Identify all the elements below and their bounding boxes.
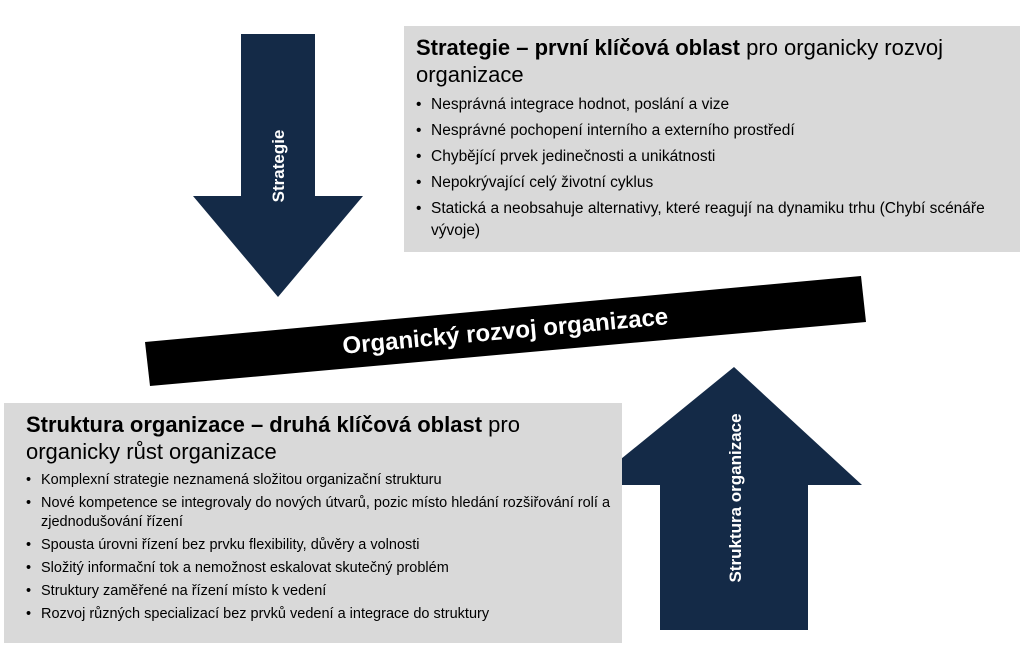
list-item: • Nesprávné pochopení interního a externího prostředí — [416, 120, 1008, 142]
list-item: • Nepokrývající celý životní cyklus — [416, 172, 1008, 194]
structure-info-box — [4, 403, 622, 643]
list-item: • Komplexní strategie neznamená složitou organizační strukturu — [26, 471, 610, 490]
list-item: • Nové kompetence se integrovaly do nových útvarů, pozic místo hledání rozšiřování rolí a zjednodušování řízení — [26, 494, 610, 532]
list-item: • Rozvoj různých specializací bez prvků vedení a integrace do struktury — [26, 605, 610, 624]
list-item: • Spousta úrovni řízení bez prvku flexibility, důvěry a volnosti — [26, 536, 610, 555]
structure-bullet-list — [26, 471, 610, 624]
list-item: • Statická a neobsahuje alternativy, které reagují na dynamiku trhu (Chybí scénáře vývoje) — [416, 198, 1008, 242]
strategy-box-title — [416, 34, 1008, 88]
strategy-box-title-rest: pro organicky rozvoj organizace — [416, 35, 943, 87]
strategy-arrow-label: Strategie — [269, 129, 288, 203]
list-item: • Chybějící prvek jedinečnosti a unikátnosti — [416, 146, 1008, 168]
structure-box-title-bold: Struktura organizace – druhá klíčová oblast — [26, 412, 483, 437]
structure-arrow-label: Struktura organizace — [726, 413, 745, 583]
structure-box-title-rest: pro organicky růst organizace — [26, 412, 520, 464]
list-item: • Struktury zaměřené na řízení místo k vedení — [26, 582, 610, 601]
structure-box-title — [26, 411, 610, 465]
strategy-box-title-bold: Strategie – první klíčová oblast — [416, 35, 741, 60]
list-item: • Složitý informační tok a nemožnost eskalovat skutečný problém — [26, 559, 610, 578]
banner-label: Organický rozvoj organizace — [341, 303, 670, 360]
strategy-info-box — [404, 26, 1020, 252]
list-item: • Nesprávná integrace hodnot, poslání a vize — [416, 94, 1008, 116]
strategy-bullet-list — [416, 94, 1008, 242]
